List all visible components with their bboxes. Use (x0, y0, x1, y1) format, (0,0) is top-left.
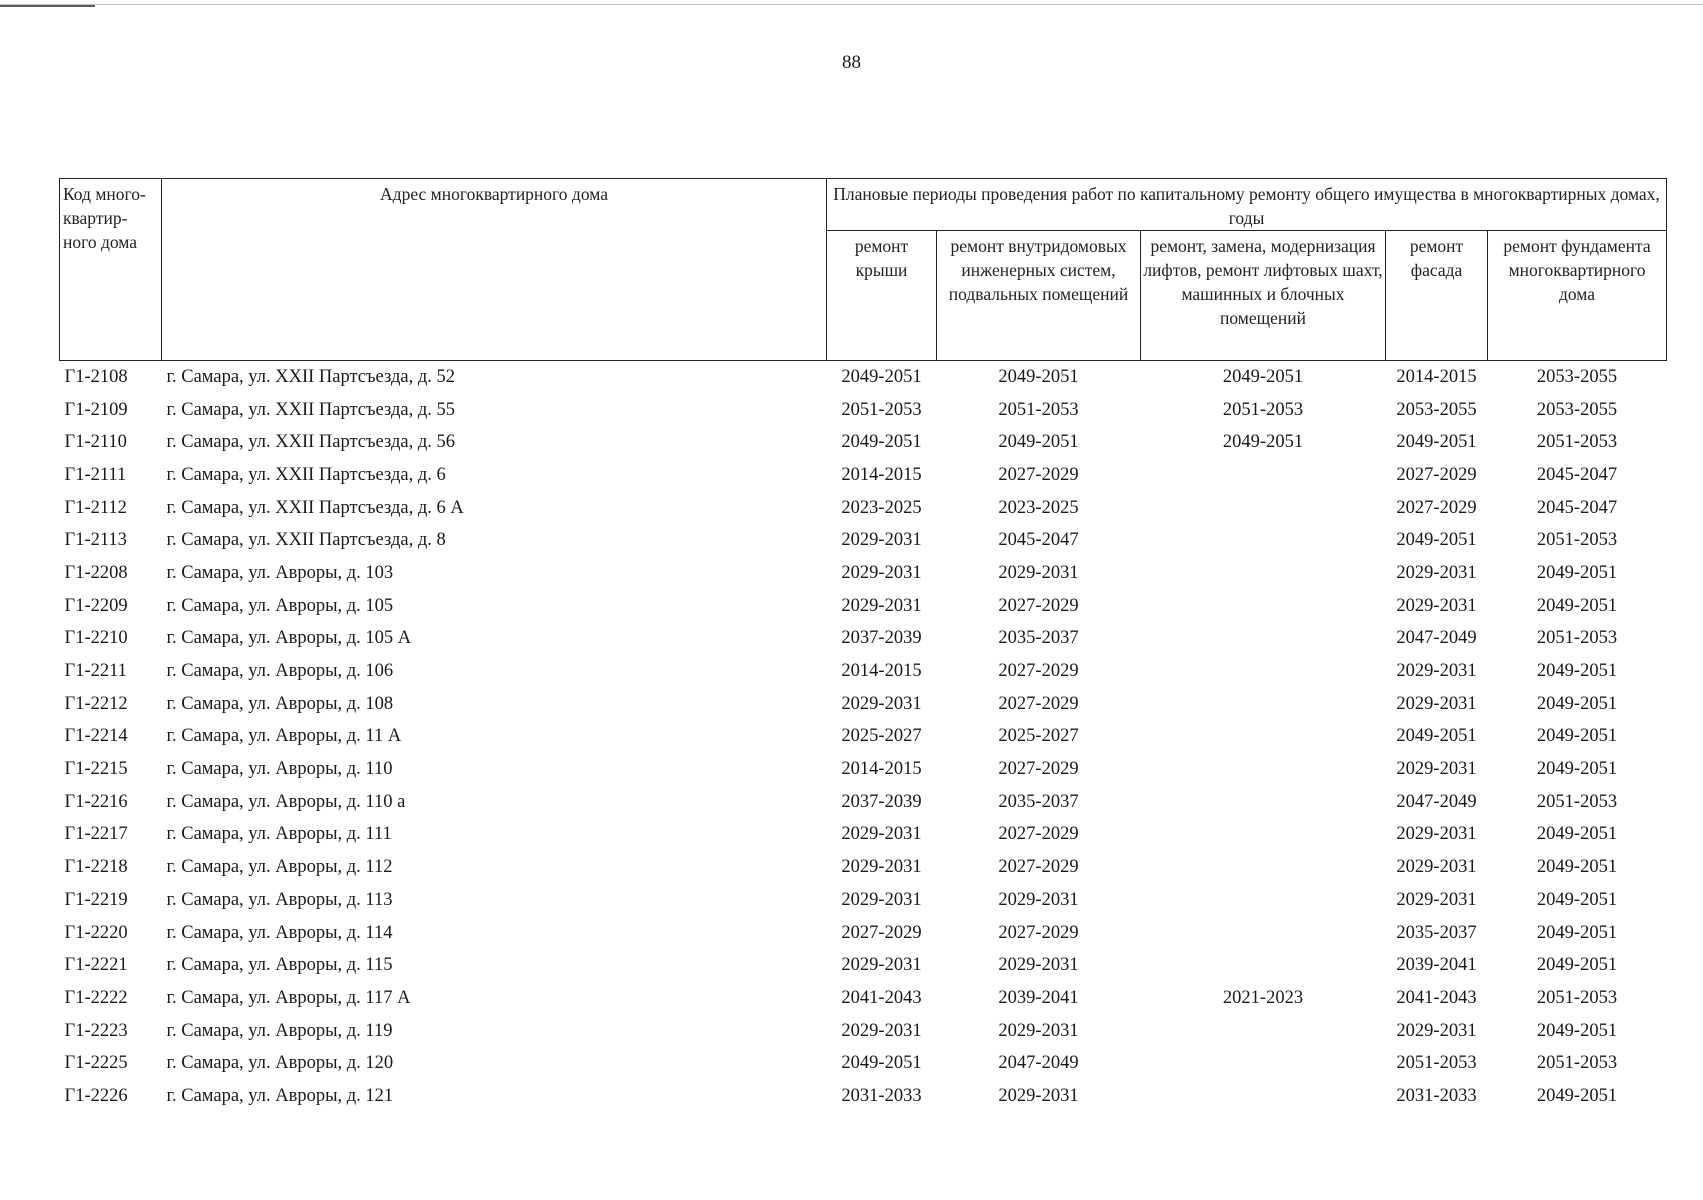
lifts-period (1141, 459, 1386, 492)
roof-period: 2029-2031 (841, 693, 922, 714)
facade-period: 2029-2031 (1396, 824, 1477, 845)
table-row (60, 851, 1667, 884)
house-code: Г1-2220 (64, 922, 128, 943)
lifts-period: 2049-2051 (1222, 432, 1304, 453)
foundation-period: 2049-2051 (1536, 693, 1618, 714)
lifts-period (1141, 851, 1386, 884)
engineering-period: 2023-2025 (998, 497, 1079, 518)
facade-period: 2051-2053 (1396, 1053, 1477, 1074)
facade-period: 2041-2043 (1396, 987, 1477, 1008)
table-row (60, 459, 1667, 492)
table-row (60, 917, 1667, 950)
lifts-period: 2021-2023 (1222, 987, 1304, 1008)
facade-period: 2039-2041 (1396, 955, 1477, 976)
house-address: г. Самара, ул. Авроры, д. 117 А (166, 987, 411, 1008)
roof-period: 2049-2051 (841, 1053, 922, 1074)
foundation-period: 2051-2053 (1536, 530, 1618, 551)
table-row (60, 524, 1667, 557)
header-roof-repair: ремонт крыши (827, 231, 937, 361)
facade-period: 2029-2031 (1396, 595, 1477, 616)
engineering-period: 2029-2031 (998, 562, 1079, 583)
foundation-period: 2045-2047 (1536, 497, 1618, 518)
foundation-period: 2049-2051 (1536, 595, 1618, 616)
table-row (60, 426, 1667, 459)
house-address: г. Самара, ул. Авроры, д. 115 (166, 955, 393, 976)
top-scan-mark (0, 5, 95, 7)
house-code: Г1-2221 (64, 955, 128, 976)
lifts-period (1141, 786, 1386, 819)
lifts-period (1141, 524, 1386, 557)
house-code: Г1-2212 (64, 693, 128, 714)
table-row (60, 557, 1667, 590)
facade-period: 2029-2031 (1396, 661, 1477, 682)
facade-period: 2029-2031 (1396, 693, 1477, 714)
facade-period: 2014-2015 (1396, 366, 1477, 387)
engineering-period: 2027-2029 (998, 857, 1079, 878)
roof-period: 2025-2027 (841, 726, 922, 747)
table-row (60, 1015, 1667, 1048)
facade-period: 2053-2055 (1396, 399, 1477, 420)
lifts-period (1141, 1047, 1386, 1080)
house-address: г. Самара, ул. Авроры, д. 105 (166, 595, 394, 616)
facade-period: 2047-2049 (1396, 791, 1477, 812)
table-row (60, 721, 1667, 754)
facade-period: 2027-2029 (1396, 497, 1477, 518)
foundation-period: 2049-2051 (1536, 562, 1618, 583)
house-address: г. Самара, ул. Авроры, д. 119 (166, 1020, 393, 1041)
house-address: г. Самара, ул. XXII Партсъезда, д. 56 (166, 432, 456, 453)
house-code: Г1-2214 (64, 726, 128, 747)
house-address: г. Самара, ул. XXII Партсъезда, д. 8 (166, 530, 446, 551)
roof-period: 2014-2015 (841, 759, 922, 780)
engineering-period: 2027-2029 (998, 661, 1079, 682)
facade-period: 2035-2037 (1396, 922, 1477, 943)
header-foundation: ремонт фундамента многоквартирного дома (1488, 231, 1667, 361)
engineering-period: 2045-2047 (998, 530, 1079, 551)
foundation-period: 2051-2053 (1536, 432, 1618, 453)
table-row (60, 786, 1667, 819)
lifts-period (1141, 557, 1386, 590)
facade-period: 2049-2051 (1396, 726, 1477, 747)
table-row (60, 884, 1667, 917)
lifts-period (1141, 1080, 1386, 1113)
house-code: Г1-2110 (64, 432, 127, 453)
roof-period: 2014-2015 (841, 464, 922, 485)
table-row (60, 1047, 1667, 1080)
foundation-period: 2053-2055 (1536, 366, 1618, 387)
facade-period: 2049-2051 (1396, 530, 1477, 551)
engineering-period: 2027-2029 (998, 922, 1079, 943)
foundation-period: 2049-2051 (1536, 889, 1618, 910)
foundation-period: 2049-2051 (1536, 922, 1618, 943)
house-code: Г1-2215 (64, 759, 128, 780)
engineering-period: 2029-2031 (998, 955, 1079, 976)
foundation-period: 2049-2051 (1536, 726, 1618, 747)
house-address: г. Самара, ул. Авроры, д. 112 (166, 857, 393, 878)
roof-period: 2023-2025 (841, 497, 922, 518)
house-code: Г1-2109 (64, 399, 128, 420)
header-lifts: ремонт, замена, модернизация лифтов, ремонт лифтовых шахт, машинных и блочных помещений (1141, 231, 1386, 361)
table-row (60, 819, 1667, 852)
foundation-period: 2051-2053 (1536, 791, 1618, 812)
house-address: г. Самара, ул. Авроры, д. 114 (166, 922, 393, 943)
foundation-period: 2049-2051 (1536, 1085, 1618, 1106)
house-code: Г1-2113 (64, 530, 127, 551)
house-code: Г1-2211 (64, 661, 127, 682)
engineering-period: 2039-2041 (998, 987, 1079, 1008)
engineering-period: 2025-2027 (998, 726, 1079, 747)
facade-period: 2029-2031 (1396, 857, 1477, 878)
house-code: Г1-2216 (64, 791, 128, 812)
engineering-period: 2049-2051 (998, 366, 1079, 387)
header-engineering-systems: ремонт внутридомовых инженерных систем, подвальных помещений (937, 231, 1141, 361)
roof-period: 2014-2015 (841, 661, 922, 682)
lifts-period (1141, 655, 1386, 688)
facade-period: 2031-2033 (1396, 1085, 1477, 1106)
table-row (60, 753, 1667, 786)
table-body (60, 361, 1667, 1113)
house-address: г. Самара, ул. XXII Партсъезда, д. 52 (166, 366, 456, 387)
house-code: Г1-2208 (64, 562, 128, 583)
foundation-period: 2051-2053 (1536, 628, 1618, 649)
facade-period: 2029-2031 (1396, 889, 1477, 910)
foundation-period: 2049-2051 (1536, 824, 1618, 845)
foundation-period: 2049-2051 (1536, 1020, 1618, 1041)
house-address: г. Самара, ул. Авроры, д. 110 (166, 759, 393, 780)
table-row (60, 1080, 1667, 1113)
house-code: Г1-2226 (64, 1085, 128, 1106)
house-code: Г1-2219 (64, 889, 128, 910)
repair-schedule-table (59, 178, 1667, 1113)
foundation-period: 2053-2055 (1536, 399, 1618, 420)
table-row (60, 982, 1667, 1015)
lifts-period (1141, 917, 1386, 950)
house-address: г. Самара, ул. Авроры, д. 108 (166, 693, 394, 714)
table-row (60, 361, 1667, 394)
engineering-period: 2035-2037 (998, 791, 1079, 812)
lifts-period (1141, 1015, 1386, 1048)
roof-period: 2029-2031 (841, 595, 922, 616)
house-address: г. Самара, ул. Авроры, д. 121 (166, 1085, 394, 1106)
house-address: г. Самара, ул. XXII Партсъезда, д. 55 (166, 399, 456, 420)
facade-period: 2047-2049 (1396, 628, 1477, 649)
engineering-period: 2051-2053 (998, 399, 1079, 420)
house-code: Г1-2112 (64, 497, 127, 518)
table-row (60, 623, 1667, 656)
engineering-period: 2035-2037 (998, 628, 1079, 649)
roof-period: 2029-2031 (841, 955, 922, 976)
lifts-period (1141, 721, 1386, 754)
header-address: Адрес многоквартирного дома (162, 179, 827, 361)
house-code: Г1-2209 (64, 595, 128, 616)
roof-period: 2051-2053 (841, 399, 922, 420)
house-code: Г1-2217 (64, 824, 128, 845)
roof-period: 2029-2031 (841, 857, 922, 878)
roof-period: 2031-2033 (841, 1085, 922, 1106)
house-address: г. Самара, ул. Авроры, д. 103 (166, 562, 394, 583)
house-address: г. Самара, ул. Авроры, д. 110 а (166, 791, 406, 812)
house-code: Г1-2218 (64, 857, 128, 878)
facade-period: 2029-2031 (1396, 562, 1477, 583)
house-code: Г1-2111 (64, 464, 127, 485)
lifts-period (1141, 492, 1386, 525)
roof-period: 2049-2051 (841, 366, 922, 387)
roof-period: 2029-2031 (841, 1020, 922, 1041)
house-address: г. Самара, ул. Авроры, д. 113 (166, 889, 393, 910)
roof-period: 2041-2043 (841, 987, 922, 1008)
foundation-period: 2049-2051 (1536, 955, 1618, 976)
engineering-period: 2027-2029 (998, 595, 1079, 616)
table-row (60, 492, 1667, 525)
facade-period: 2029-2031 (1396, 1020, 1477, 1041)
table-row (60, 949, 1667, 982)
engineering-period: 2029-2031 (998, 1085, 1079, 1106)
table-row (60, 590, 1667, 623)
lifts-period (1141, 688, 1386, 721)
engineering-period: 2047-2049 (998, 1053, 1079, 1074)
foundation-period: 2049-2051 (1536, 759, 1618, 780)
facade-period: 2027-2029 (1396, 464, 1477, 485)
roof-period: 2037-2039 (841, 791, 922, 812)
engineering-period: 2027-2029 (998, 693, 1079, 714)
facade-period: 2029-2031 (1396, 759, 1477, 780)
foundation-period: 2049-2051 (1536, 857, 1618, 878)
page-number: 88 (842, 52, 861, 73)
top-scan-rule (0, 4, 1703, 5)
foundation-period: 2045-2047 (1536, 464, 1618, 485)
roof-period: 2029-2031 (841, 889, 922, 910)
house-address: г. Самара, ул. Авроры, д. 120 (166, 1053, 394, 1074)
header-code: Код много-квартир-ного дома (60, 179, 162, 361)
lifts-period (1141, 623, 1386, 656)
house-address: г. Самара, ул. XXII Партсъезда, д. 6 А (166, 497, 464, 518)
roof-period: 2049-2051 (841, 432, 922, 453)
house-address: г. Самара, ул. Авроры, д. 111 (166, 824, 392, 845)
house-code: Г1-2222 (64, 987, 128, 1008)
house-address: г. Самара, ул. XXII Партсъезда, д. 6 (166, 464, 446, 485)
house-address: г. Самара, ул. Авроры, д. 11 А (166, 726, 402, 747)
house-code: Г1-2108 (64, 366, 128, 387)
house-code: Г1-2210 (64, 628, 128, 649)
house-code: Г1-2223 (64, 1020, 128, 1041)
lifts-period (1141, 753, 1386, 786)
table-row (60, 688, 1667, 721)
house-address: г. Самара, ул. Авроры, д. 106 (166, 661, 394, 682)
engineering-period: 2027-2029 (998, 464, 1079, 485)
header-planned-periods: Плановые периоды проведения работ по капитальному ремонту общего имущества в многоквартирных домах, годы (827, 179, 1667, 231)
lifts-period: 2051-2053 (1222, 399, 1304, 420)
house-code: Г1-2225 (64, 1053, 128, 1074)
engineering-period: 2049-2051 (998, 432, 1079, 453)
engineering-period: 2029-2031 (998, 1020, 1079, 1041)
roof-period: 2027-2029 (841, 922, 922, 943)
foundation-period: 2051-2053 (1536, 1053, 1618, 1074)
lifts-period (1141, 590, 1386, 623)
roof-period: 2029-2031 (841, 530, 922, 551)
engineering-period: 2027-2029 (998, 759, 1079, 780)
house-address: г. Самара, ул. Авроры, д. 105 А (166, 628, 412, 649)
repair-schedule-table-wrap (59, 178, 1666, 1113)
header-facade: ремонт фасада (1386, 231, 1488, 361)
roof-period: 2029-2031 (841, 824, 922, 845)
foundation-period: 2051-2053 (1536, 987, 1618, 1008)
lifts-period: 2049-2051 (1222, 366, 1304, 387)
lifts-period (1141, 884, 1386, 917)
engineering-period: 2029-2031 (998, 889, 1079, 910)
roof-period: 2037-2039 (841, 628, 922, 649)
table-row (60, 394, 1667, 427)
facade-period: 2049-2051 (1396, 432, 1477, 453)
lifts-period (1141, 819, 1386, 852)
roof-period: 2029-2031 (841, 562, 922, 583)
foundation-period: 2049-2051 (1536, 661, 1618, 682)
engineering-period: 2027-2029 (998, 824, 1079, 845)
table-row (60, 655, 1667, 688)
lifts-period (1141, 949, 1386, 982)
